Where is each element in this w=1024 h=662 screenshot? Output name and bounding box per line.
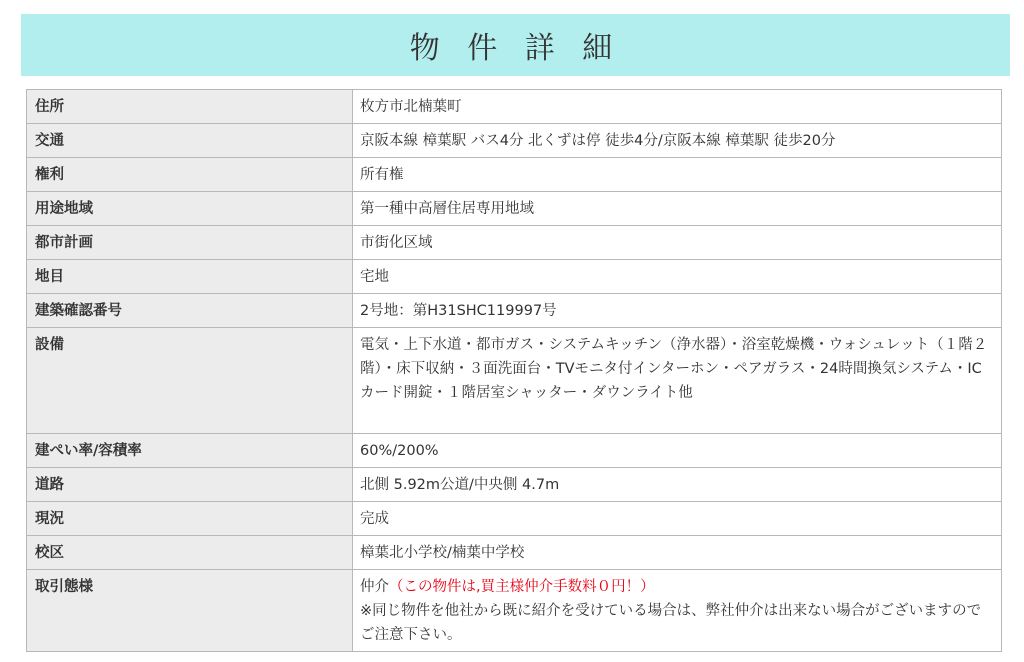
row-value: 北側 5.92m公道/中央側 4.7m — [353, 468, 1002, 502]
row-value: 京阪本線 樟葉駅 バス4分 北くずは停 徒歩4分/京阪本線 樟葉駅 徒歩20分 — [353, 124, 1002, 158]
table-row-road — [27, 468, 1002, 502]
row-label: 設備 — [27, 328, 353, 434]
table-row-zoning — [27, 192, 1002, 226]
table-row-building-confirmation — [27, 294, 1002, 328]
row-value — [353, 570, 1002, 652]
row-value: 枚方市北楠葉町 — [353, 90, 1002, 124]
row-value: 60%/200% — [353, 434, 1002, 468]
row-value: 市街化区域 — [353, 226, 1002, 260]
table-row-city-planning — [27, 226, 1002, 260]
table-row-rights — [27, 158, 1002, 192]
row-label: 地目 — [27, 260, 353, 294]
row-label: 校区 — [27, 536, 353, 570]
table-row-transport — [27, 124, 1002, 158]
property-details-table — [26, 89, 1002, 652]
table-row-school-district — [27, 536, 1002, 570]
transaction-type-value: 仲介 — [360, 579, 389, 595]
row-value: 第一種中高層住居専用地域 — [353, 192, 1002, 226]
row-label: 道路 — [27, 468, 353, 502]
row-label: 用途地域 — [27, 192, 353, 226]
row-label: 都市計画 — [27, 226, 353, 260]
row-value: 完成 — [353, 502, 1002, 536]
row-value: 電気・上下水道・都市ガス・システムキッチン（浄水器）・浴室乾燥機・ウォシュレット（１階２階）・床下収納・３面洗面台・TVモニタ付インターホン・ペアガラス・24時間換気システム・ICカード開錠・１階居室シャッター・ダウンライト他 — [353, 328, 1002, 434]
row-label: 取引態様 — [27, 570, 353, 652]
row-value: 樟葉北小学校/楠葉中学校 — [353, 536, 1002, 570]
row-value: 所有権 — [353, 158, 1002, 192]
page-title: 物 件 詳 細 — [409, 31, 622, 66]
row-label: 権利 — [27, 158, 353, 192]
row-label: 建築確認番号 — [27, 294, 353, 328]
table-row-coverage-ratio — [27, 434, 1002, 468]
row-value: 宅地 — [353, 260, 1002, 294]
fee-free-highlight: （この物件は,買主様仲介手数料０円！） — [389, 579, 655, 595]
row-label: 現況 — [27, 502, 353, 536]
table-row-land-category — [27, 260, 1002, 294]
row-label: 交通 — [27, 124, 353, 158]
row-label: 建ぺい率/容積率 — [27, 434, 353, 468]
row-label: 住所 — [27, 90, 353, 124]
page-header — [21, 14, 1010, 76]
transaction-note: ※同じ物件を他社から既に紹介を受けている場合は、弊社仲介は出来ない場合がございますのでご注意下さい。 — [360, 603, 982, 643]
table-row-address — [27, 90, 1002, 124]
row-value: 2号地：第H31SHC119997号 — [353, 294, 1002, 328]
table-row-facilities — [27, 328, 1002, 434]
table-row-transaction-type — [27, 570, 1002, 652]
table-row-status — [27, 502, 1002, 536]
